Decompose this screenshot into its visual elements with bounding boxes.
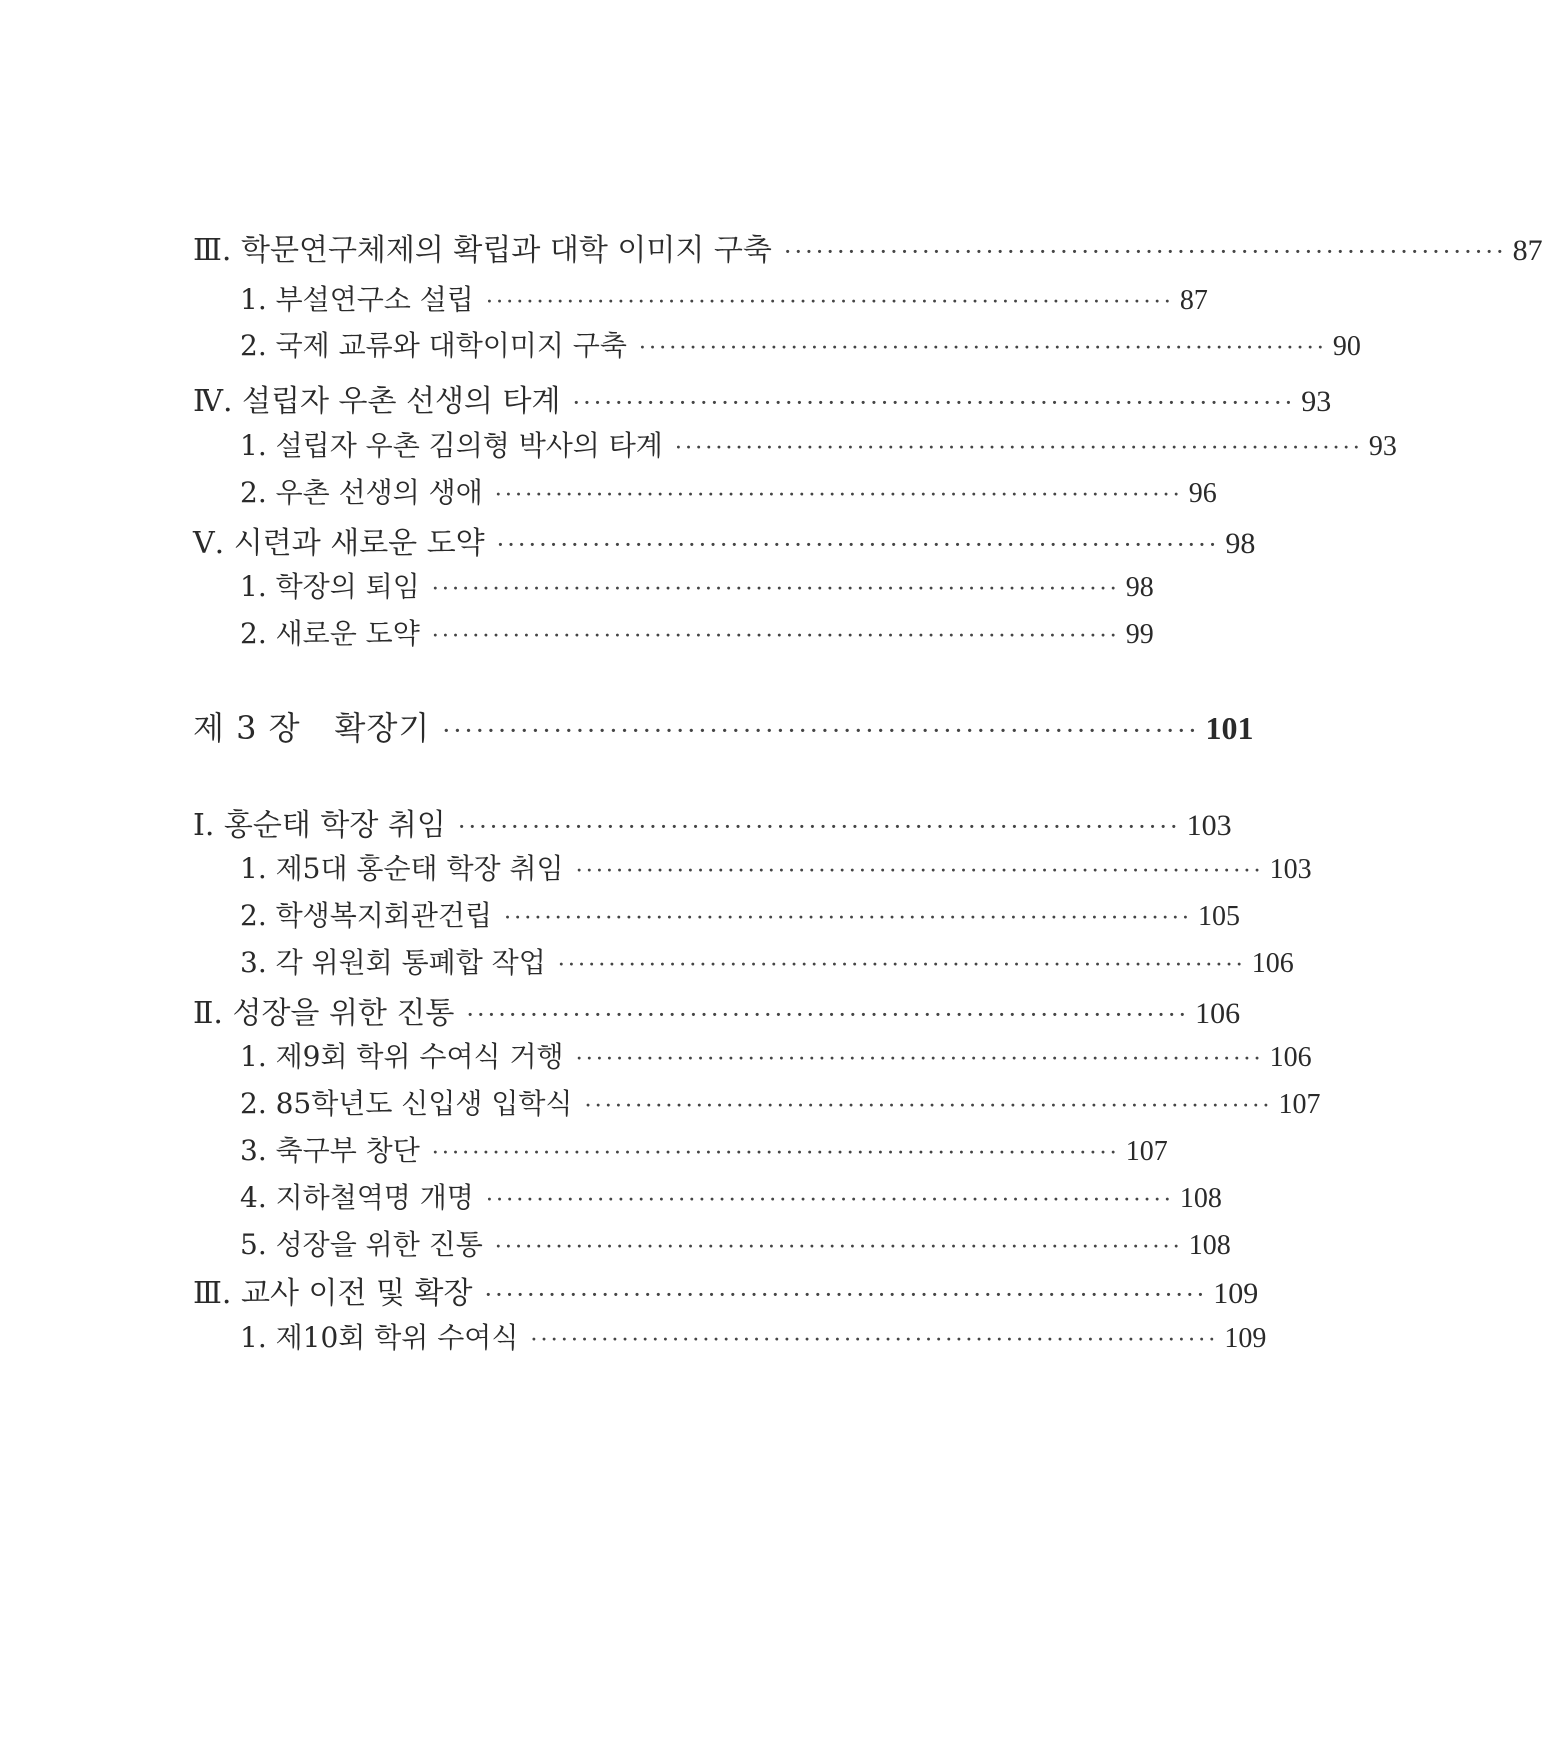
- toc-item: [240, 471, 1217, 511]
- toc-item: [240, 278, 1208, 318]
- dot-leader: ····································································: [584, 1093, 1273, 1119]
- dot-leader: ····································································: [557, 952, 1246, 978]
- toc-item: [240, 1129, 1168, 1169]
- toc-chapter: [193, 703, 1254, 749]
- chapter-heading: [193, 703, 430, 749]
- toc-section: [193, 988, 1241, 1032]
- page-number: 99: [1125, 619, 1154, 650]
- section-title: Ⅱ. 성장을 위한 진통: [193, 996, 455, 1031]
- item-title: 1. 부설연구소 설립: [240, 283, 474, 316]
- section-title: Ⅴ. 시련과 새로운 도약: [193, 526, 485, 561]
- toc-item: [240, 565, 1154, 605]
- dot-leader: ····································································: [494, 482, 1183, 508]
- item-title: 1. 제5대 홍순태 학장 취임: [240, 852, 564, 885]
- item-title: 1. 설립자 우촌 김의형 박사의 타계: [240, 429, 663, 462]
- item-title: 1. 제10회 학위 수여식: [240, 1321, 519, 1354]
- page-number: 96: [1188, 478, 1217, 509]
- toc-item: [240, 1316, 1267, 1356]
- toc-section: [193, 225, 1543, 269]
- page-number: 101: [1205, 710, 1254, 746]
- toc-item: [240, 324, 1361, 364]
- item-title: 1. 학장의 퇴임: [240, 570, 420, 603]
- item-title: 3. 각 위원회 통폐합 작업: [240, 946, 546, 979]
- toc-item: [240, 941, 1294, 981]
- page-number: 93: [1301, 385, 1332, 418]
- page-number: 87: [1512, 234, 1543, 267]
- page-number: 98: [1125, 572, 1154, 603]
- page-number: 109: [1224, 1323, 1267, 1354]
- item-title: 2. 새로운 도약: [240, 617, 420, 650]
- dot-leader: ····································································: [496, 531, 1220, 559]
- dot-leader: ····································································: [638, 335, 1327, 361]
- section-title: Ⅲ. 학문연구체제의 확립과 대학 이미지 구축: [193, 233, 772, 268]
- item-title: 1. 제9회 학위 수여식 거행: [240, 1040, 564, 1073]
- section-title: Ⅳ. 설립자 우촌 선생의 타계: [193, 384, 561, 419]
- toc-item: [240, 847, 1312, 887]
- dot-leader: ····································································: [431, 1140, 1120, 1166]
- page-number: 109: [1213, 1277, 1259, 1310]
- section-title: Ⅲ. 교사 이전 및 확장: [193, 1276, 473, 1311]
- toc-item: [240, 1082, 1321, 1122]
- dot-leader: ····································································: [466, 1001, 1190, 1029]
- dot-leader: ····································································: [530, 1327, 1219, 1353]
- toc-item: [240, 1035, 1312, 1075]
- section-title: Ⅰ. 홍순태 학장 취임: [193, 808, 446, 843]
- page-number: 108: [1188, 1230, 1231, 1261]
- page-number: 103: [1186, 809, 1232, 842]
- chapter-title: 확장기: [334, 709, 431, 747]
- toc-item: [240, 1223, 1231, 1263]
- dot-leader: ····································································: [442, 716, 1200, 746]
- item-title: 2. 국제 교류와 대학이미지 구축: [240, 329, 627, 362]
- toc-section: [193, 800, 1232, 844]
- page-number: 98: [1225, 527, 1256, 560]
- dot-leader: ····································································: [484, 1281, 1208, 1309]
- dot-leader: ····································································: [431, 623, 1120, 649]
- dot-leader: ····································································: [783, 238, 1507, 266]
- toc-section: [193, 518, 1256, 562]
- dot-leader: ····································································: [457, 813, 1181, 841]
- item-title: 3. 축구부 창단: [240, 1134, 420, 1167]
- page-number: 106: [1251, 948, 1294, 979]
- item-title: 5. 성장을 위한 진통: [240, 1228, 483, 1261]
- toc-section: [193, 376, 1332, 420]
- dot-leader: ····································································: [674, 435, 1363, 461]
- page-number: 105: [1198, 901, 1240, 932]
- dot-leader: ····································································: [504, 905, 1192, 931]
- dot-leader: ····································································: [485, 289, 1174, 315]
- item-title: 2. 학생복지회관건립: [240, 899, 493, 932]
- page-number: 108: [1179, 1183, 1222, 1214]
- page-number: 106: [1195, 997, 1241, 1030]
- dot-leader: ····································································: [572, 389, 1296, 417]
- dot-leader: ····································································: [431, 576, 1120, 602]
- item-title: 2. 우촌 선생의 생애: [240, 476, 483, 509]
- dot-leader: ····································································: [485, 1187, 1174, 1213]
- page-number: 107: [1278, 1089, 1321, 1120]
- toc-item: [240, 1176, 1222, 1216]
- dot-leader: ····································································: [575, 1046, 1264, 1072]
- dot-leader: ····································································: [494, 1234, 1183, 1260]
- page-number: 107: [1125, 1136, 1168, 1167]
- toc-item: [240, 612, 1154, 652]
- item-title: 2. 85학년도 신입생 입학식: [240, 1087, 573, 1120]
- chapter-label: 제 3 장: [193, 709, 301, 747]
- toc-section: [193, 1268, 1259, 1312]
- page-number: 93: [1368, 431, 1397, 462]
- page-number: 87: [1179, 285, 1208, 316]
- page-number: 103: [1269, 854, 1312, 885]
- item-title: 4. 지하철역명 개명: [240, 1181, 474, 1214]
- dot-leader: ····································································: [575, 858, 1264, 884]
- page-number: 106: [1269, 1042, 1312, 1073]
- toc-item: [240, 894, 1240, 934]
- page-number: 90: [1332, 331, 1361, 362]
- toc-item: [240, 424, 1397, 464]
